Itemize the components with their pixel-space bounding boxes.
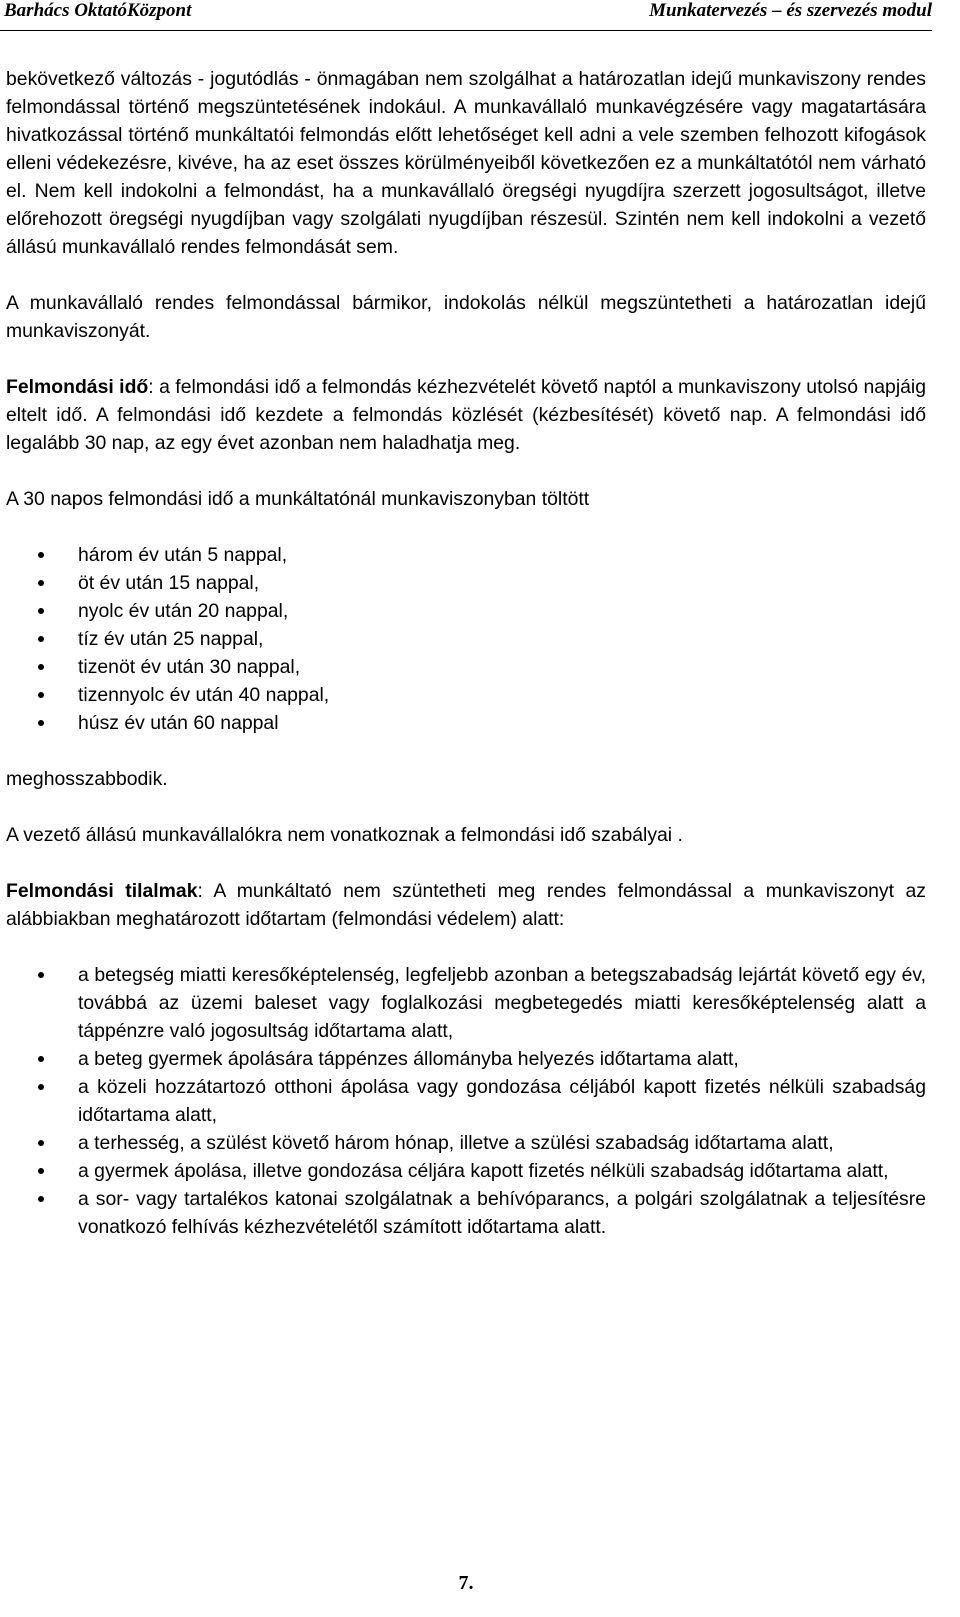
list-item: öt év után 15 nappal, (6, 569, 926, 597)
list-item: a közeli hozzátartozó otthoni ápolása vagy gondozása céljából kapott fizetés nélküli szabadság időtartama alatt, (6, 1073, 926, 1129)
list-item: tizenöt év után 30 nappal, (6, 653, 926, 681)
page-number: 7. (458, 1572, 474, 1594)
list-item: három év után 5 nappal, (6, 541, 926, 569)
list-item: tíz év után 25 nappal, (6, 625, 926, 653)
paragraph-extended: meghosszabbodik. (6, 768, 168, 790)
term-notice-period: Felmondási idő (6, 376, 149, 398)
term-termination-prohibitions: Felmondási tilalmak (6, 880, 198, 902)
paragraph-termination-reasons: bekövetkező változás - jogutódlás - önmagában nem szolgálhat a határozatlan idejű munkaviszony rendes felmondással történő megszüntetésének indokául. A munkavállaló munkavégzésére vagy magatartására hivatkozással történő munkáltatói felmondás előtt lehetőséget kell adni a vele szemben felhozott kifogások elleni védekezésre, kivéve, ha az eset összes körülményeiből következően ez a munkáltatótól nem várható el. Nem kell indokolni a felmondást, ha a munkavállaló öregségi nyugdíjra szerzett jogosultságot, illetve előrehozott öregségi nyugdíjban vagy szolgálati nyugdíjban részesül. Szintén nem kell indokolni a vezető állású munkavállaló rendes felmondását sem. (6, 68, 926, 258)
list-item: a terhesség, a szülést követő három hónap, illetve a szülési szabadság időtartama alatt, (6, 1129, 926, 1157)
notice-period-text: : a felmondási idő a felmondás kézhezvételét követő naptól a munkaviszony utolsó napjáig eltelt idő. A felmondási idő kezdete a felmondás közlését (kézbesítését) követő nap. A felmondási idő legalább 30 nap, az egy évet azonban nem haladhatja meg. (6, 376, 926, 454)
list-item: a betegség miatti keresőképtelenség, legfeljebb azonban a betegszabadság lejártát követő egy év, továbbá az üzemi baleset vagy foglalkozási megbetegedés miatti keresőképtelenség alatt a táppénzre való jogosultság időtartama alatt, (6, 961, 926, 1045)
paragraph-executive-rules: A vezető állású munkavállalókra nem vonatkoznak a felmondási idő szabályai . (6, 824, 683, 846)
list-item: a beteg gyermek ápolására táppénzes állományba helyezés időtartama alatt, (6, 1045, 926, 1073)
header-organization: Barhács OktatóKözpont (4, 0, 192, 21)
page-header (0, 0, 932, 31)
prohibitions-text: : A munkáltató nem szüntetheti meg rendes felmondással a munkaviszonyt az alábbiakban meghatározott időtartam (felmondási védelem) alatt: (6, 880, 926, 930)
paragraph-notice-period (6, 373, 926, 457)
list-item: nyolc év után 20 nappal, (6, 597, 926, 625)
list-item: a sor- vagy tartalékos katonai szolgálatnak a behívóparancs, a polgári szolgálatnak a teljesítésre vonatkozó felhívás kézhezvételétől számított időtartama alatt. (6, 1185, 926, 1241)
list-item: húsz év után 60 nappal (6, 709, 926, 737)
document-body (6, 65, 926, 1269)
protection-period-list (6, 961, 926, 1241)
paragraph-termination-prohibitions (6, 877, 926, 933)
list-item: a gyermek ápolása, illetve gondozása céljára kapott fizetés nélküli szabadság időtartama alatt, (6, 1157, 926, 1185)
paragraph-employee-termination: A munkavállaló rendes felmondással bármikor, indokolás nélkül megszüntetheti a határozatlan idejű munkaviszonyát. (6, 292, 926, 342)
list-item: tizennyolc év után 40 nappal, (6, 681, 926, 709)
paragraph-30-day-notice: A 30 napos felmondási idő a munkáltatónál munkaviszonyban töltött (6, 488, 590, 510)
notice-extension-list (6, 541, 926, 737)
header-module-title: Munkatervezés – és szervezés modul (649, 0, 932, 21)
